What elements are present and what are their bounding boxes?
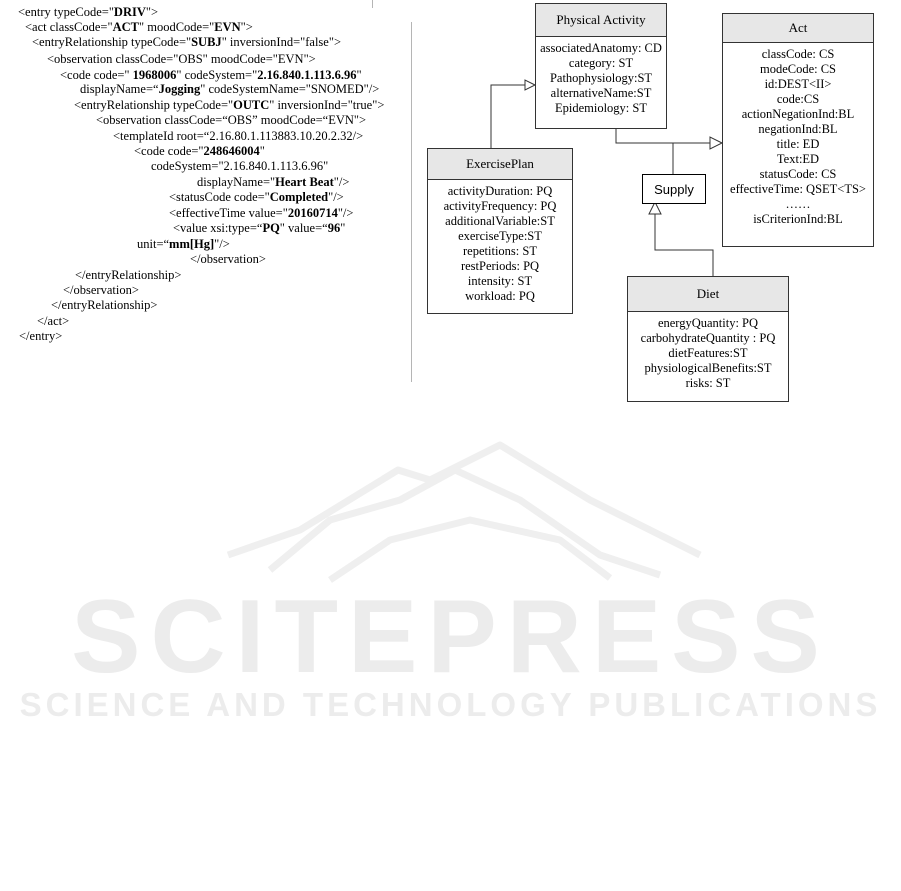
xml-line: displayName="Heart Beat"/>	[197, 175, 350, 189]
uml-attribute: alternativeName:ST	[550, 86, 652, 100]
xml-line: </entryRelationship>	[75, 268, 182, 282]
class-exercise-plan	[427, 148, 573, 314]
uml-attribute: workload: PQ	[465, 289, 535, 303]
xml-line: unit=“mm[Hg]"/>	[137, 237, 230, 251]
xml-bold-value: PQ	[262, 221, 280, 235]
class-act-attributes	[723, 43, 873, 227]
class-exercise-plan-name: ExercisePlan	[428, 149, 572, 180]
xml-bold-value: 1968006	[129, 68, 177, 82]
xml-line: <entryRelationship typeCode="SUBJ" inversionInd="false">	[32, 35, 341, 49]
uml-attribute: carbohydrateQuantity : PQ	[640, 331, 776, 345]
xml-line: <code code=" 1968006" codeSystem="2.16.840.1.113.6.96"	[60, 68, 362, 82]
generalization-arrowhead	[525, 80, 535, 90]
uml-attribute: Pathophysiology:ST	[549, 71, 653, 85]
xml-bold-value: EVN	[214, 20, 241, 34]
xml-line: <templateId root=“2.16.80.1.113883.10.20.2.32/>	[113, 129, 364, 143]
class-diet-attributes	[628, 312, 788, 391]
edge-diet-to-supply	[655, 214, 713, 276]
xml-line: </observation>	[63, 283, 139, 297]
xml-bold-value: 2.16.840.1.113.6.96	[257, 68, 357, 82]
class-physical-activity-name: Physical Activity	[536, 4, 666, 37]
uml-attribute: modeCode: CS	[759, 62, 837, 76]
uml-attribute: risks: ST	[685, 376, 731, 390]
xml-bold-value: Jogging	[158, 82, 201, 96]
uml-attribute: id:DEST<II>	[764, 77, 832, 91]
xml-bold-value: SUBJ	[191, 35, 222, 49]
uml-attribute: associatedAnatomy: CD	[540, 41, 662, 55]
xml-line: <entry typeCode="DRIV">	[18, 5, 159, 19]
uml-attribute: physiologicalBenefits:ST	[644, 361, 772, 375]
uml-attribute: additionalVariable:ST	[445, 214, 555, 228]
xml-line: </entry>	[19, 329, 63, 343]
generalization-arrowhead	[710, 137, 722, 149]
xml-bold-value: Heart Beat	[275, 175, 334, 189]
xml-bold-value: DRIV	[113, 5, 146, 19]
uml-attribute: repetitions: ST	[463, 244, 537, 258]
xml-line: </act>	[37, 314, 70, 328]
uml-attribute: activityDuration: PQ	[447, 184, 553, 198]
uml-attribute: negationInd:BL	[758, 122, 838, 136]
uml-attribute: energyQuantity: PQ	[657, 316, 759, 330]
uml-attribute: statusCode: CS	[759, 167, 837, 181]
class-act	[722, 13, 874, 247]
uml-attribute: Epidemiology: ST	[554, 101, 647, 115]
xml-line: <statusCode code="Completed"/>	[169, 190, 344, 204]
class-diet-name: Diet	[628, 277, 788, 312]
uml-attribute: code:CS	[776, 92, 820, 106]
uml-attribute: intensity: ST	[467, 274, 533, 288]
xml-bold-value: 20160714	[287, 206, 338, 220]
xml-line: <effectiveTime value="20160714"/>	[169, 206, 354, 220]
class-supply: Supply	[642, 174, 706, 204]
xml-bold-value: OUTC	[233, 98, 270, 112]
uml-attribute: isCriterionInd:BL	[753, 212, 843, 226]
watermark-title: SCITEPRESS	[71, 579, 830, 695]
class-act-name: Act	[723, 14, 873, 43]
class-physical-activity-attributes	[536, 37, 666, 116]
watermark-subtitle: SCIENCE AND TECHNOLOGY PUBLICATIONS	[19, 686, 882, 723]
uml-attribute: activityFrequency: PQ	[443, 199, 557, 213]
uml-attribute: dietFeatures:ST	[668, 346, 748, 360]
xml-line: <entryRelationship typeCode="OUTC" inversionInd="true">	[74, 98, 385, 112]
xml-bold-value: mm[Hg]	[169, 237, 215, 251]
xml-line: <observation classCode=“OBS” moodCode=“EVN">	[96, 113, 367, 127]
uml-attribute: category: ST	[568, 56, 634, 70]
uml-attribute: ……	[785, 197, 811, 211]
class-physical-activity	[535, 3, 667, 129]
xml-line: displayName=“Jogging" codeSystemName="SNOMED"/>	[80, 82, 380, 96]
xml-bold-value: ACT	[112, 20, 139, 34]
uml-attribute: title: ED	[776, 137, 820, 151]
uml-attribute: restPeriods: PQ	[460, 259, 540, 273]
edge-physicalactivity-to-act	[616, 128, 710, 143]
xml-line: </observation>	[190, 252, 266, 266]
xml-bold-value: 96	[327, 221, 341, 235]
uml-attribute: effectiveTime: QSET<TS>	[730, 182, 866, 196]
xml-bold-value: 248646004	[203, 144, 260, 158]
uml-attribute: exerciseType:ST	[458, 229, 542, 243]
class-exercise-plan-attributes	[428, 180, 572, 304]
edge-exerciseplan-to-physicalactivity	[491, 85, 525, 148]
uml-attribute: Text:ED	[776, 152, 820, 166]
xml-bold-value: Completed	[269, 190, 329, 204]
uml-attribute: actionNegationInd:BL	[741, 107, 855, 121]
class-diet	[627, 276, 789, 402]
xml-line: <act classCode="ACT" moodCode="EVN">	[25, 20, 253, 34]
xml-line: </entryRelationship>	[51, 298, 158, 312]
xml-line: <code code="248646004"	[134, 144, 265, 158]
xml-line: <observation classCode="OBS" moodCode="EVN">	[47, 52, 316, 66]
uml-attribute: classCode: CS	[761, 47, 835, 61]
xml-line: codeSystem="2.16.840.1.113.6.96"	[151, 159, 329, 173]
xml-line: <value xsi:type=“PQ" value=“96"	[173, 221, 346, 235]
